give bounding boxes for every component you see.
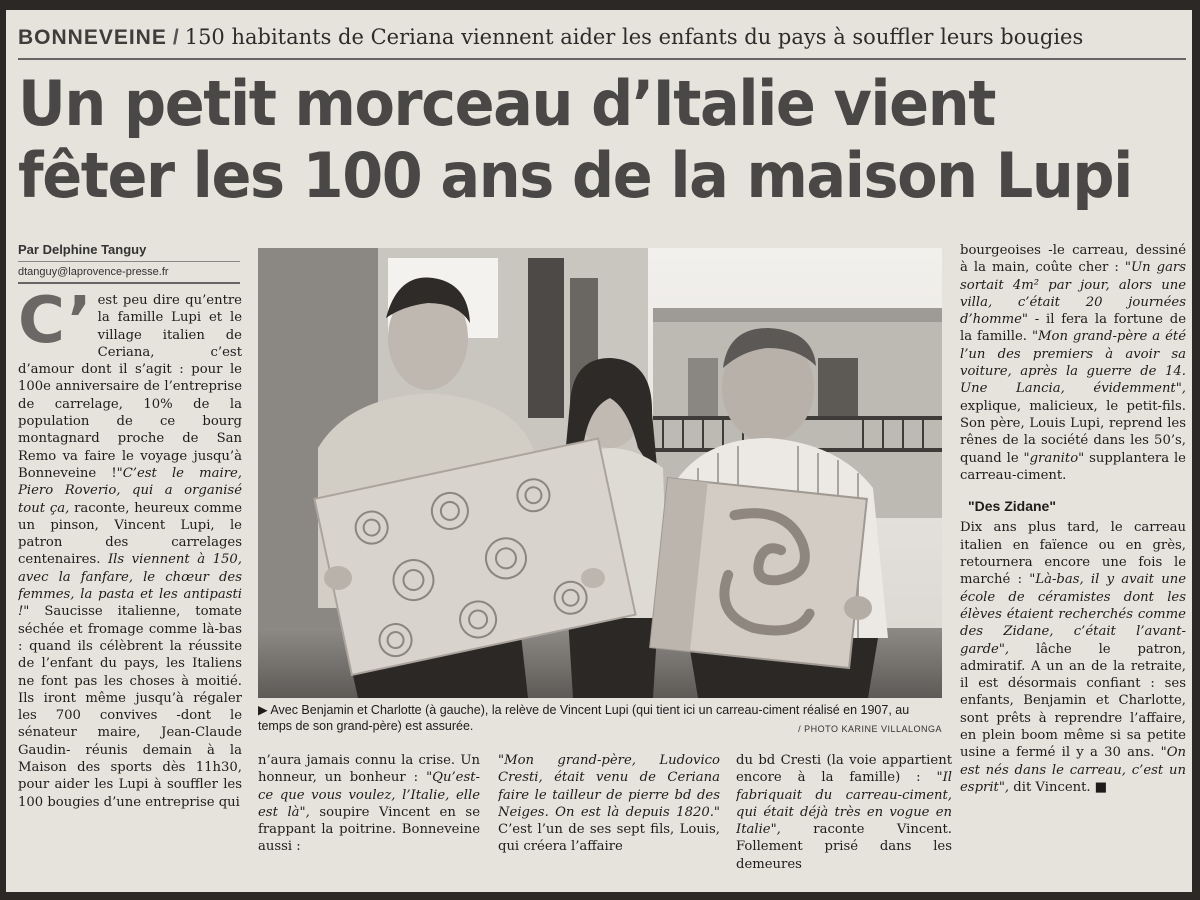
article-column-5: bourgeoises -le carreau, dessiné à la main, coûte cher : "Un gars sortait 4m² par jour, alors une villa, c’était 20 journées d’homme" - il fera la fortune de la famille. "Mon grand-père a été l’un des premiers à avoir sa voiture, après la guerre de 14. Une Lancia, évidemment", explique, malicieux, le petit-fils. Son père, Louis Lupi, reprend les rênes de la société dans les 50’s, quand le "granito" supplantera le carreau-ciment. "Des Zidane" Dix ans plus tard, le carreau italien en faïence ou en grès, retournera encore une fois le marché : "Là-bas, il y avait une école de céramistes dont les élèves étaient recherchés comme des Zidane, c’était l’avant-garde", lâche le patron, admiratif. A un an de la retraite, il est désormais confiant : ses enfants, Benjamin et Charlotte, sont prêts à reprendre l’affaire, en plein boom même si sa petite usine a fermé il y a 30 ans. "On est nés dans le carreau, c’est un esprit", dit Vincent. ■ xyxy=(960,243,1186,795)
kicker-subtitle: 150 habitants de Ceriana viennent aider les enfants du pays à souffler leurs bougies xyxy=(184,25,1084,49)
article-column-3: "Mon grand-père, Ludovico Cresti, était venu de Ceriana faire le tailleur de pierre bd des Neiges. On est là depuis 1820." C’est l’un de ses sept fils, Louis, qui créera l’affaire xyxy=(498,753,720,855)
header-rule xyxy=(18,58,1186,60)
article-photo xyxy=(258,248,942,698)
article-column-1 xyxy=(18,292,242,892)
drop-cap: C’ xyxy=(18,292,92,358)
kicker-line xyxy=(18,18,1188,56)
article-subhead: "Des Zidane" xyxy=(968,498,1056,515)
photo-credit: / PHOTO KARINE VILLALONGA xyxy=(798,724,942,734)
newspaper-clipping xyxy=(6,10,1192,892)
headline xyxy=(18,68,1131,212)
kicker-separator: / xyxy=(172,26,179,49)
photo-caption: ▶ Avec Benjamin et Charlotte (à gauche), la relève de Vincent Lupi (qui tient ici un carreau-ciment réalisé en 1907, au temps de son grand-père) est assurée. xyxy=(258,703,910,733)
headline-line-1: Un petit morceau d’Italie vient xyxy=(18,67,995,140)
byline xyxy=(18,242,240,284)
article-column-4: du bd Cresti (la voie appartient encore à la famille) : "Il fabriquait du carreau-ciment, qui était déjà très en vogue en Italie", raconte Vincent. Follement prisé dans les demeures xyxy=(736,753,952,872)
headline-line-2: fêter les 100 ans de la maison Lupi xyxy=(18,139,1132,212)
article-column-2: n’aura jamais connu la crise. Un honneur, un bonheur : "Qu’est-ce que vous voulez, l’Italie, elle est là", soupire Vincent en se frappant la poitrine. Bonneveine aussi : xyxy=(258,753,480,855)
byline-email: dtanguy@laprovence-presse.fr xyxy=(18,262,240,284)
byline-author: Par Delphine Tanguy xyxy=(18,242,240,262)
section-name: BONNEVEINE xyxy=(18,26,167,49)
article-lead-paragraph: C’ est peu dire qu’entre la famille Lupi et le village italien de Ceriana, c’est d’amour dont il s’agit : pour le 100e anniversaire de l’entreprise de carrelage, 10% de la population de ce bourg montagnard proche de San Remo va faire le voyage jusqu’à Bonneveine !"C’est le maire, Piero Roverio, qui a organisé tout ça, raconte, heureux comme un pinson, Vincent Lupi, le patron des carrelages centenaires. Ils viennent à 150, avec la fanfare, le chœur des femmes, la pasta et les antipasti !" Saucisse italienne, tomate séchée et fromage comme là-bas : quand ils célèbrent la réussite de l’enfant du pays, les Italiens ne font pas les choses à moitié. Ils iront même jusqu’à régaler les 700 convives -dont le sénateur maire, Jean-Claude Gaudin- réunis demain à la Maison des sports dès 11h30, pour aider les Lupi à souffler les 100 bougies d’une entreprise qui xyxy=(18,292,242,810)
